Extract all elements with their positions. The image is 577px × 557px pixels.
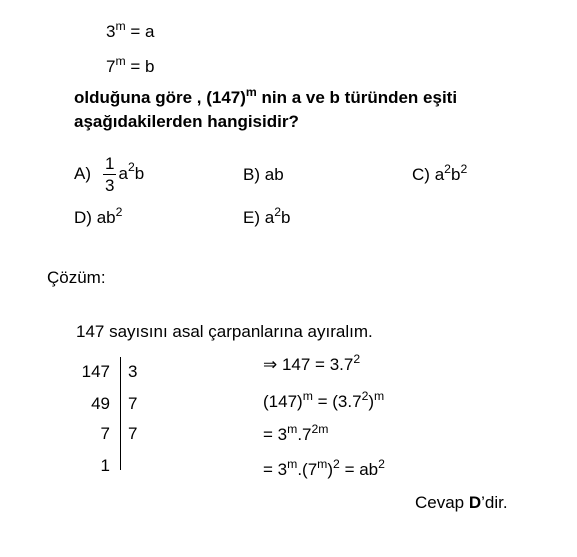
option-exponent: 2 [115, 205, 123, 220]
equation-2 [263, 389, 385, 412]
question-text: aşağıdakilerden hangisidir? [74, 112, 299, 131]
given-line-2 [106, 54, 155, 77]
equation-exponent: 2 [353, 352, 361, 367]
question-text: nin a ve b türünden eşiti [256, 88, 458, 107]
solution-intro: 147 sayısını asal çarpanlarına ayıralım. [76, 322, 373, 341]
given-base: 7 [106, 57, 116, 76]
given-line-1 [106, 19, 155, 42]
equation-exponent: m [287, 422, 298, 437]
given-rhs: = a [125, 22, 155, 41]
option-label: B) [243, 165, 260, 184]
option-text: ab [96, 208, 116, 227]
equation-exponent: m [287, 457, 298, 472]
option-label: C) [412, 165, 430, 184]
question-line-2 [74, 112, 299, 132]
option-text: a [434, 165, 445, 184]
equation-exponent: 2 [378, 457, 385, 472]
option-d[interactable] [74, 205, 123, 228]
factor-right-value: 7 [128, 394, 138, 413]
equation-text: ) [368, 392, 375, 411]
factor-right-value: 7 [128, 424, 138, 443]
option-exponent: 2 [127, 160, 135, 175]
option-a[interactable] [74, 152, 144, 196]
fraction-numerator: 1 [105, 153, 115, 173]
implies-arrow-icon: ⇒ [263, 355, 278, 374]
equation-text: = 3 [263, 425, 288, 444]
option-text: a [118, 164, 128, 183]
equation-exponent: m [302, 389, 313, 404]
equation-exponent: 2 [333, 457, 340, 472]
equation-text: .(7 [297, 460, 318, 479]
equation-4 [263, 457, 385, 480]
fraction [103, 155, 116, 194]
fraction-denominator: 3 [105, 175, 115, 195]
equation-text: (147) [263, 392, 303, 411]
factor-left-value: 49 [91, 394, 110, 413]
given-base: 3 [106, 22, 116, 41]
answer-suffix: ’dir. [481, 493, 508, 512]
equation-1 [263, 352, 361, 375]
option-c[interactable] [412, 162, 468, 185]
option-b[interactable] [243, 165, 284, 185]
answer-prefix: Cevap [415, 493, 469, 512]
equation-exponent: 2 [361, 389, 369, 404]
equation-text: 147 = 3.7 [277, 355, 354, 374]
option-label: A) [74, 164, 91, 183]
option-exponent: 2 [460, 162, 468, 177]
question-text: olduğuna göre , (147) [74, 88, 246, 107]
option-text: ab [264, 165, 284, 184]
equation-exponent: m [317, 457, 328, 472]
factor-left-value: 1 [100, 456, 110, 475]
given-rhs: = b [125, 57, 155, 76]
given-exponent: m [115, 54, 126, 69]
option-exponent: 2 [444, 162, 451, 177]
option-e[interactable] [243, 205, 291, 228]
factor-left-value: 7 [100, 424, 110, 443]
question-exponent: m [245, 85, 257, 100]
equation-text: .7 [297, 425, 312, 444]
option-text: b [281, 208, 291, 227]
equation-text: = ab [339, 460, 379, 479]
factor-left-value: 147 [81, 362, 110, 381]
answer-line [415, 493, 508, 513]
option-text: b [134, 164, 145, 183]
option-text: a [264, 208, 275, 227]
solution-heading: Çözüm: [47, 268, 106, 287]
equation-text: = (3.7 [312, 392, 362, 411]
equation-exponent: 2m [311, 422, 329, 437]
answer-letter: D [468, 493, 482, 512]
given-exponent: m [115, 19, 126, 34]
factor-divider [120, 357, 121, 470]
equation-exponent: m [374, 389, 385, 404]
equation-text: = 3 [263, 460, 288, 479]
option-label: E) [243, 208, 260, 227]
equation-text: ) [327, 460, 334, 479]
question-line-1 [74, 85, 458, 108]
option-text: b [450, 165, 461, 184]
equation-3 [263, 422, 329, 445]
factor-right-value: 3 [128, 362, 138, 381]
option-exponent: 2 [274, 205, 282, 220]
option-label: D) [74, 208, 92, 227]
